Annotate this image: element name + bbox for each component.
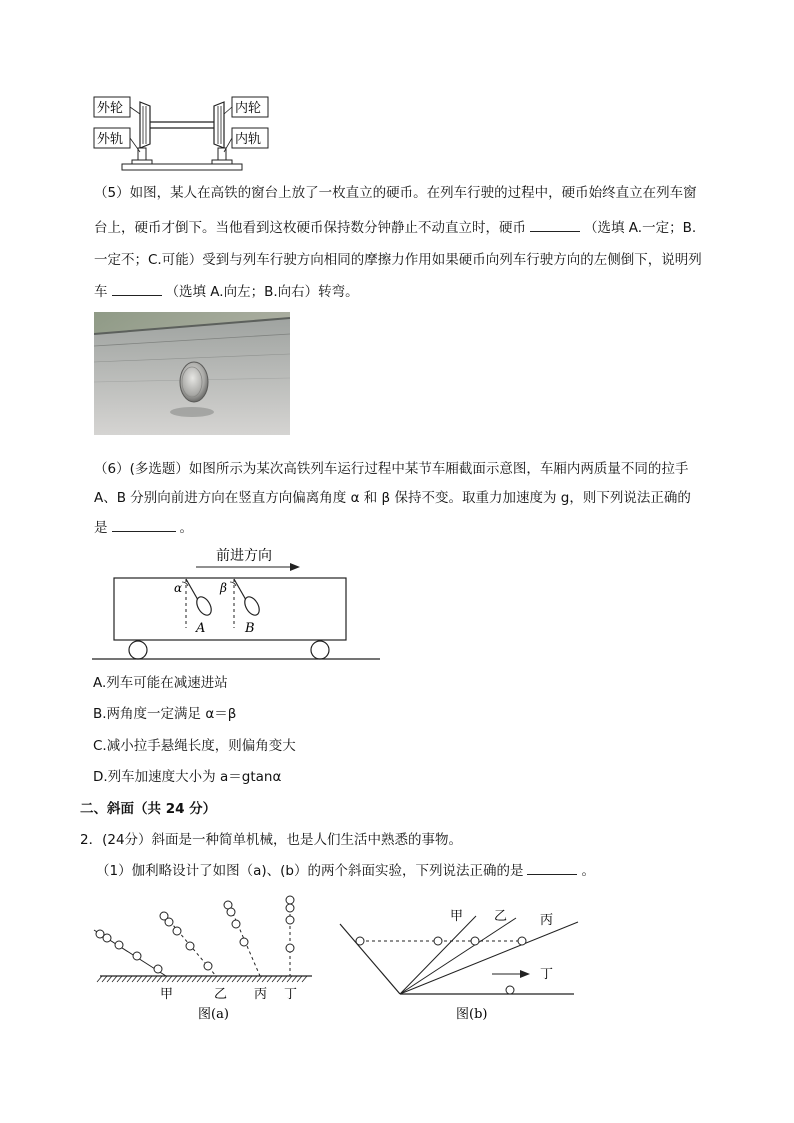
option-d[interactable]: D.列车加速度大小为 a＝gtanα	[93, 769, 282, 785]
q5-line4	[94, 282, 359, 302]
direction-arrow-icon	[290, 563, 300, 571]
q5-line4-text: 车	[94, 284, 108, 300]
fig-b-caption: 图(b)	[456, 1007, 488, 1022]
fig-a-label-jia: 甲	[160, 987, 174, 1002]
figure-a	[90, 890, 322, 1028]
section-2-title: 二、斜面（共 24 分）	[80, 801, 217, 817]
direction-label: 前进方向	[216, 548, 272, 564]
q6-answer-blank[interactable]	[112, 519, 176, 532]
fig-a-label-yi: 乙	[214, 987, 228, 1002]
q6-line1: （6）(多选题）如图所示为某次高铁列车运行过程中某节车厢截面示意图，车厢内两质量不同的拉手	[94, 461, 689, 477]
motion-arrow-icon	[520, 970, 530, 978]
q6-line3	[94, 518, 193, 538]
q2-1-answer-blank[interactable]	[527, 862, 577, 875]
q5-answer-blank-1[interactable]	[530, 219, 580, 232]
fig-a-label-bing: 丙	[254, 987, 268, 1002]
figure-b	[336, 890, 584, 1028]
q5-line4-choice: （选填 A.向左；B.向右）转弯。	[165, 284, 359, 300]
fig-a-caption: 图(a)	[198, 1007, 229, 1022]
q2-1-line	[96, 861, 595, 881]
outer-wheel-label: 外轮	[97, 101, 124, 116]
coin-photo	[94, 312, 290, 435]
inner-wheel-label: 内轮	[235, 101, 262, 116]
alpha-label: α	[174, 581, 183, 595]
fig-b-label-bing: 丙	[540, 913, 554, 928]
train-carriage-figure	[92, 542, 384, 664]
q5-line2	[94, 218, 696, 238]
q5-line3: 一定不；C.可能）受到与列车行驶方向相同的摩擦力作用如果硬币向列车行驶方向的左侧倒下，说明列	[94, 252, 702, 268]
fig-b-label-ding: 丁	[540, 967, 554, 982]
inner-rail-label: 内轨	[235, 132, 262, 147]
handle-b-label: B	[245, 621, 255, 636]
q6-line3-text: 是	[94, 520, 108, 536]
q6-line2: A、B 分别向前进方向在竖直方向偏离角度 α 和 β 保持不变。取重力加速度为 g，则下列说法正确的	[94, 490, 691, 506]
q6-line3-end: 。	[179, 520, 193, 536]
q5-answer-blank-2[interactable]	[112, 283, 162, 296]
q5-line2-choice: （选填 A.一定；B.	[584, 220, 697, 236]
q2-stem: 2．(24分）斜面是一种简单机械，也是人们生活中熟悉的事物。	[80, 832, 463, 848]
front-wheel	[129, 641, 147, 659]
fig-b-label-jia: 甲	[450, 909, 464, 924]
rear-wheel	[311, 641, 329, 659]
q2-1-end: 。	[581, 863, 595, 879]
fig-a-label-ding: 丁	[284, 987, 298, 1002]
wheel-rail-figure	[92, 94, 272, 174]
option-a[interactable]: A.列车可能在减速进站	[93, 675, 228, 691]
q5-line2-text: 台上，硬币才倒下。当他看到这枚硬币保持数分钟静止不动直立时，硬币	[94, 220, 526, 236]
option-c[interactable]: C.减小拉手悬绳长度，则偏角变大	[93, 738, 296, 754]
fig-b-label-yi: 乙	[494, 909, 508, 924]
outer-rail-label: 外轨	[97, 132, 124, 147]
handle-a-label: A	[196, 621, 206, 636]
beta-label: β	[220, 581, 227, 595]
q5-line1: （5）如图，某人在高铁的窗台上放了一枚直立的硬币。在列车行驶的过程中，硬币始终直立在列车窗	[94, 185, 697, 201]
q2-1-text: （1）伽利略设计了如图（a)、(b）的两个斜面实验，下列说法正确的是	[96, 863, 524, 879]
option-b[interactable]: B.两角度一定满足 α＝β	[93, 706, 237, 722]
